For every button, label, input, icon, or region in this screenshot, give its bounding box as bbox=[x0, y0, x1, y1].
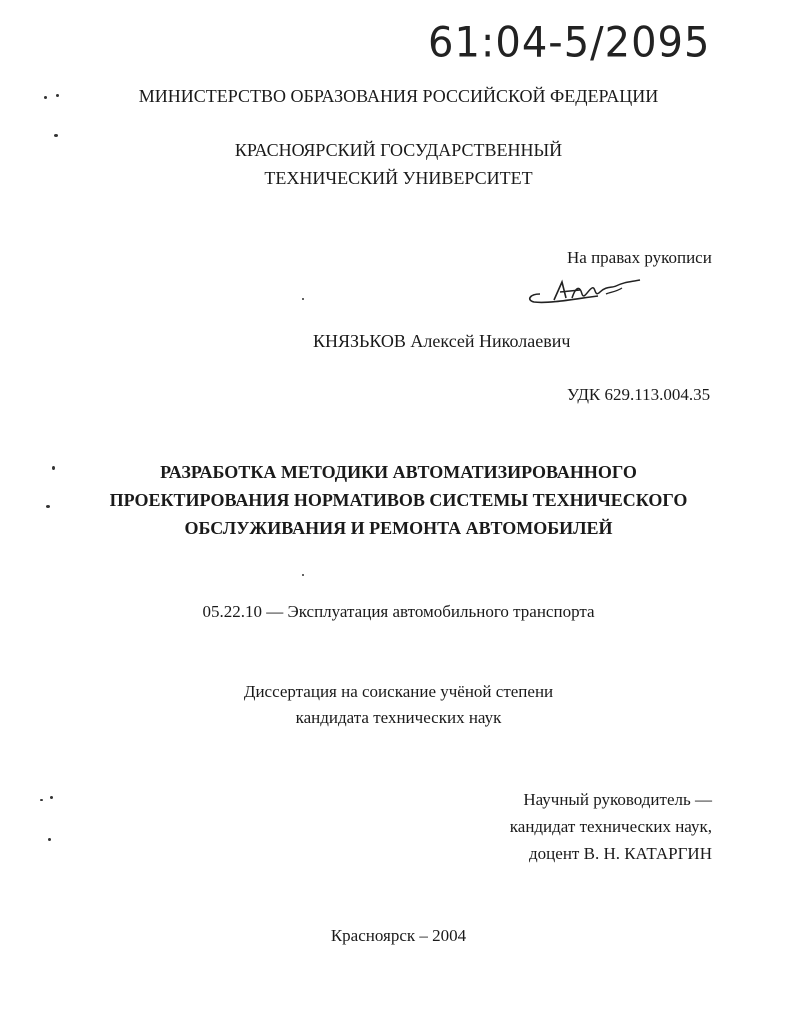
scan-speck bbox=[302, 574, 304, 576]
supervisor-line-1: Научный руководитель — bbox=[523, 790, 712, 809]
dissertation-title-line-1: РАЗРАБОТКА МЕТОДИКИ АВТОМАТИЗИРОВАННОГО bbox=[160, 462, 637, 482]
degree-line-1: Диссертация на соискание учёной степени bbox=[243, 682, 554, 701]
udc-code: УДК 629.113.004.35 bbox=[567, 385, 711, 404]
city-year: Красноярск – 2004 bbox=[330, 926, 467, 945]
ministry-heading: МИНИСТЕРСТВО ОБРАЗОВАНИЯ РОССИЙСКОЙ ФЕДЕРАЦИИ bbox=[138, 86, 659, 106]
specialty-code: 05.22.10 — Эксплуатация автомобильного транспорта bbox=[202, 602, 595, 621]
university-line-2: ТЕХНИЧЕСКИЙ УНИВЕРСИТЕТ bbox=[264, 168, 533, 188]
author-name: КНЯЗЬКОВ Алексей Николаевич bbox=[313, 331, 571, 351]
archive-number-handwritten: 61:04-5/2095 bbox=[428, 18, 711, 68]
scan-speck bbox=[50, 796, 53, 799]
dissertation-title-line-3: ОБСЛУЖИВАНИЯ И РЕМОНТА АВТОМОБИЛЕЙ bbox=[184, 518, 613, 538]
scan-speck bbox=[40, 799, 43, 801]
supervisor-line-3: доцент В. Н. КАТАРГИН bbox=[529, 844, 712, 863]
degree-line-2: кандидата технических наук bbox=[295, 708, 502, 727]
dissertation-title-line-2: ПРОЕКТИРОВАНИЯ НОРМАТИВОВ СИСТЕМЫ ТЕХНИЧЕСКОГО bbox=[109, 490, 688, 510]
scan-speck bbox=[52, 466, 55, 470]
scan-speck bbox=[54, 134, 58, 137]
signature-image bbox=[520, 270, 650, 310]
scan-speck bbox=[44, 96, 47, 99]
scan-speck bbox=[302, 298, 304, 300]
supervisor-line-2: кандидат технических наук, bbox=[509, 817, 712, 836]
scan-speck bbox=[48, 838, 51, 841]
manuscript-rights: На правах рукописи bbox=[567, 248, 712, 267]
scan-speck bbox=[56, 94, 59, 97]
university-line-1: КРАСНОЯРСКИЙ ГОСУДАРСТВЕННЫЙ bbox=[234, 140, 563, 160]
scan-speck bbox=[46, 505, 50, 508]
